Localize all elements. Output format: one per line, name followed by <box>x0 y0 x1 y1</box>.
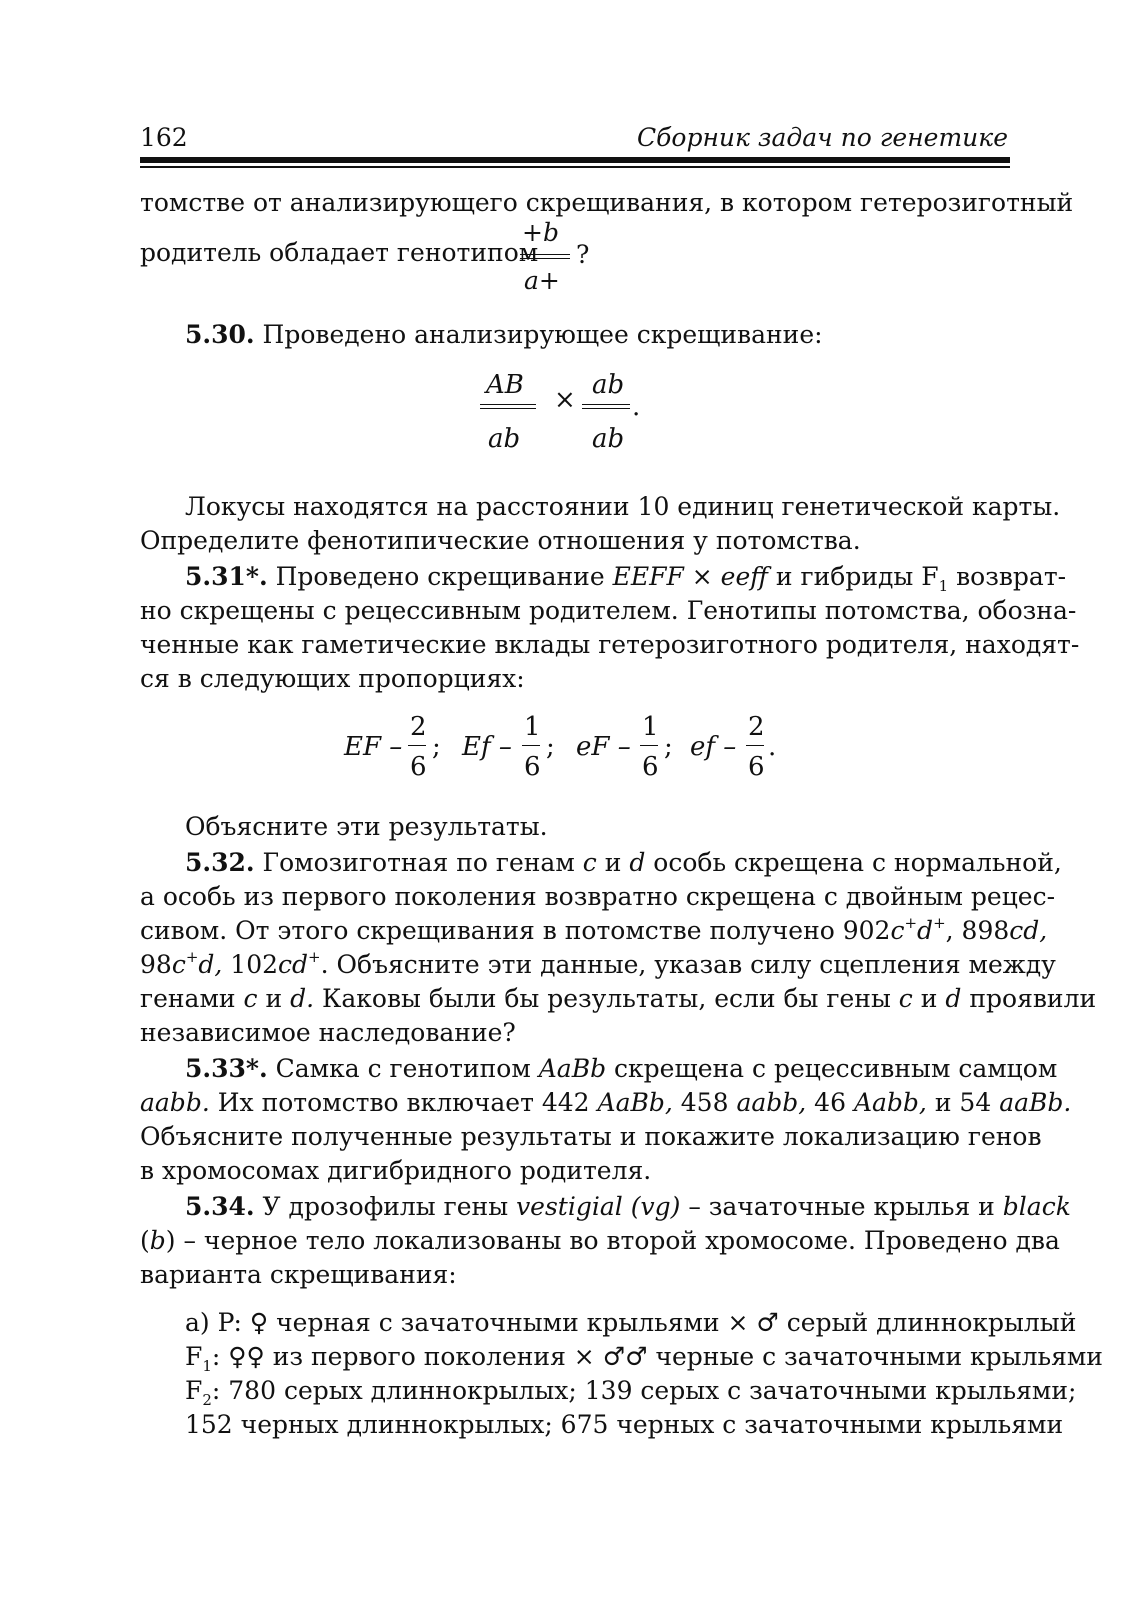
text-fragment: F <box>185 1342 203 1371</box>
text-fragment: 46 <box>814 1088 846 1117</box>
text-fragment: 458 <box>680 1088 729 1117</box>
separator: ; <box>546 732 555 762</box>
text-fragment: 98 <box>140 950 172 979</box>
subscript: 1 <box>938 577 949 595</box>
text-line <box>140 913 1048 948</box>
text-fragment: : ♀♀ из первого поколения × ♂♂ черные с зачаточными крыльями <box>211 1342 1103 1371</box>
cross-genotype-2-bottom: ab <box>592 424 625 454</box>
text-fragment: – зачаточные крылья и <box>688 1192 995 1221</box>
gene-symbol: b <box>149 1226 166 1255</box>
period: . <box>632 392 641 422</box>
problem-number: 5.31*. <box>185 562 268 591</box>
problem-number: 5.30. <box>185 320 255 349</box>
genotype: aabb. <box>140 1088 210 1117</box>
text-fragment: , 898 <box>945 916 1010 945</box>
problem-5-34-heading <box>185 1190 1071 1224</box>
page-number: 162 <box>140 123 188 152</box>
text-fragment: скрещена с рецессивным самцом <box>614 1054 1058 1083</box>
text-fragment: Их потомство включает 442 <box>217 1088 590 1117</box>
problem-5-30-heading <box>185 318 1010 352</box>
genotype: AaBb <box>538 1054 607 1083</box>
ratio-denominator: 6 <box>524 752 541 782</box>
text-line: варианта скрещивания: <box>140 1260 457 1289</box>
ratio-denominator: 6 <box>642 752 659 782</box>
genotype: aaBb. <box>999 1088 1072 1117</box>
genotype-denominator: a+ <box>524 266 560 295</box>
text-line <box>140 947 1056 982</box>
gamete-label: ef – <box>690 732 737 762</box>
text-fragment: особь скрещена с нормальной, <box>653 848 1062 877</box>
text-line <box>140 982 1097 1016</box>
gene-symbol: c <box>171 950 186 979</box>
separator: . <box>768 732 777 762</box>
text-line: независимое наследование? <box>140 1018 516 1047</box>
fraction-bar <box>522 745 540 747</box>
ratio-numerator: 1 <box>524 712 541 742</box>
gene-symbol: d <box>945 984 962 1013</box>
cross-variant-a: а) P: ♀ черная с зачаточными крыльями × ♂ серый длиннокрылый <box>185 1308 1077 1337</box>
text-fragment: и <box>265 984 283 1013</box>
genotype: EEFF <box>612 562 684 591</box>
fraction-bar <box>640 745 658 747</box>
text-fragment: Самка с генотипом <box>275 1054 531 1083</box>
separator: ; <box>432 732 441 762</box>
double-bar <box>582 404 630 409</box>
header-rule-thick <box>140 157 1010 163</box>
genotype: aabb, <box>736 1088 807 1117</box>
ratio-denominator: 6 <box>748 752 765 782</box>
question-mark: ? <box>576 240 590 269</box>
text-line <box>140 1086 1072 1120</box>
text-line: а особь из первого поколения возвратно скрещена с двойным рецес- <box>140 882 1056 911</box>
problem-number: 5.33*. <box>185 1054 268 1083</box>
double-bar <box>480 404 536 409</box>
genotype: Aabb, <box>853 1088 927 1117</box>
problem-5-32-heading <box>185 846 1062 880</box>
superscript: + <box>933 913 946 932</box>
cross-genotype-2-top: ab <box>592 370 625 400</box>
superscript: + <box>308 947 321 966</box>
subscript: 1 <box>202 1357 212 1375</box>
fraction-bar <box>408 745 426 747</box>
fraction-bar <box>746 745 764 747</box>
gene-symbol: d <box>917 916 934 945</box>
problem-number: 5.32. <box>185 848 255 877</box>
subscript: 2 <box>202 1391 212 1409</box>
text-fragment: : 780 серых длиннокрылых; 139 серых с зачаточными крыльями; <box>211 1376 1077 1405</box>
text-fragment: и гибриды F <box>775 562 939 591</box>
gene-symbol: (vg) <box>630 1192 681 1221</box>
text-fragment: сивом. От этого скрещивания в потомстве получено 902 <box>140 916 891 945</box>
double-bar <box>520 254 570 259</box>
separator: ; <box>664 732 673 762</box>
gene-symbol: d, <box>198 950 223 979</box>
text-fragment: Каковы были бы результаты, если бы гены <box>322 984 891 1013</box>
text-fragment: Проведено скрещивание <box>275 562 605 591</box>
text-line: в хромосомах дигибридного родителя. <box>140 1156 652 1185</box>
gene-symbol: c <box>243 984 258 1013</box>
text-line: Определите фенотипические отношения у потомства. <box>140 526 861 555</box>
text-line: ся в следующих пропорциях: <box>140 664 525 693</box>
text-fragment: Гомозиготная по генам <box>262 848 575 877</box>
text-fragment: У дрозофилы гены <box>262 1192 509 1221</box>
text-line <box>140 236 1010 270</box>
genotype-numerator: +b <box>522 218 559 247</box>
text-fragment: родитель обладает генотипом <box>140 238 539 267</box>
gamete-label: Ef – <box>462 732 512 762</box>
text-fragment: и <box>920 984 938 1013</box>
gamete-label: EF – <box>344 732 403 762</box>
gene-symbol: d <box>629 848 646 877</box>
genotype: AaBb, <box>597 1088 673 1117</box>
running-title: Сборник задач по генетике <box>637 123 1008 152</box>
text-line: Объясните полученные результаты и покажите локализацию генов <box>140 1122 1042 1151</box>
superscript: + <box>185 947 199 966</box>
text-fragment: возврат- <box>956 562 1067 591</box>
cross-f1 <box>185 1340 1103 1375</box>
gamete-label: eF – <box>576 732 631 762</box>
cross-genotype-1-bottom: ab <box>488 424 521 454</box>
text-fragment: и 54 <box>934 1088 992 1117</box>
cross-sign: × <box>554 385 576 415</box>
ratio-numerator: 2 <box>748 712 765 742</box>
ratio-denominator: 6 <box>410 752 427 782</box>
gene-name: vestigial <box>516 1192 623 1221</box>
gene-symbol: c <box>582 848 597 877</box>
text-fragment: . Объясните эти данные, указав силу сцепления между <box>320 950 1056 979</box>
text-fragment: ( <box>140 1226 150 1255</box>
problem-5-33-heading <box>185 1052 1058 1086</box>
text-line: ченные как гаметические вклады гетерозиготного родителя, находят- <box>140 630 1080 659</box>
text-fragment: F <box>185 1376 203 1405</box>
text-fragment: Проведено анализирующее скрещивание: <box>262 320 823 349</box>
problem-5-31-heading <box>185 560 1067 595</box>
running-header <box>140 112 1008 152</box>
cross-f2 <box>185 1374 1077 1409</box>
gene-name: black <box>1002 1192 1071 1221</box>
gene-symbol: cd, <box>1009 916 1048 945</box>
gene-symbol: c <box>898 984 913 1013</box>
gene-symbol: d. <box>290 984 315 1013</box>
cross-genotype-1-top: AB <box>486 370 524 400</box>
header-rule-thin <box>140 166 1010 168</box>
text-line <box>140 1224 1060 1258</box>
text-line: 152 черных длиннокрылых; 675 черных с зачаточными крыльями <box>185 1410 1064 1439</box>
gene-symbol: c <box>890 916 905 945</box>
text-fragment: ) – черное тело локализованы во второй хромосоме. Проведено два <box>165 1226 1060 1255</box>
gene-symbol: cd <box>278 950 309 979</box>
text-line: томстве от анализирующего скрещивания, в котором гетерозиготный <box>140 188 1074 217</box>
text-fragment: и <box>604 848 622 877</box>
ratio-numerator: 1 <box>642 712 659 742</box>
genotype: eeff <box>720 562 768 591</box>
text-line: но скрещены с рецессивным родителем. Генотипы потомства, обозна- <box>140 596 1077 625</box>
cross-sign: × <box>691 562 713 591</box>
superscript: + <box>904 913 918 932</box>
problem-number: 5.34. <box>185 1192 255 1221</box>
text-fragment: 102 <box>222 950 279 979</box>
text-fragment: генами <box>140 984 236 1013</box>
text-line: Локусы находятся на расстоянии 10 единиц генетической карты. <box>185 492 1061 521</box>
ratio-numerator: 2 <box>410 712 427 742</box>
text-fragment: проявили <box>969 984 1097 1013</box>
text-line: Объясните эти результаты. <box>185 812 548 841</box>
